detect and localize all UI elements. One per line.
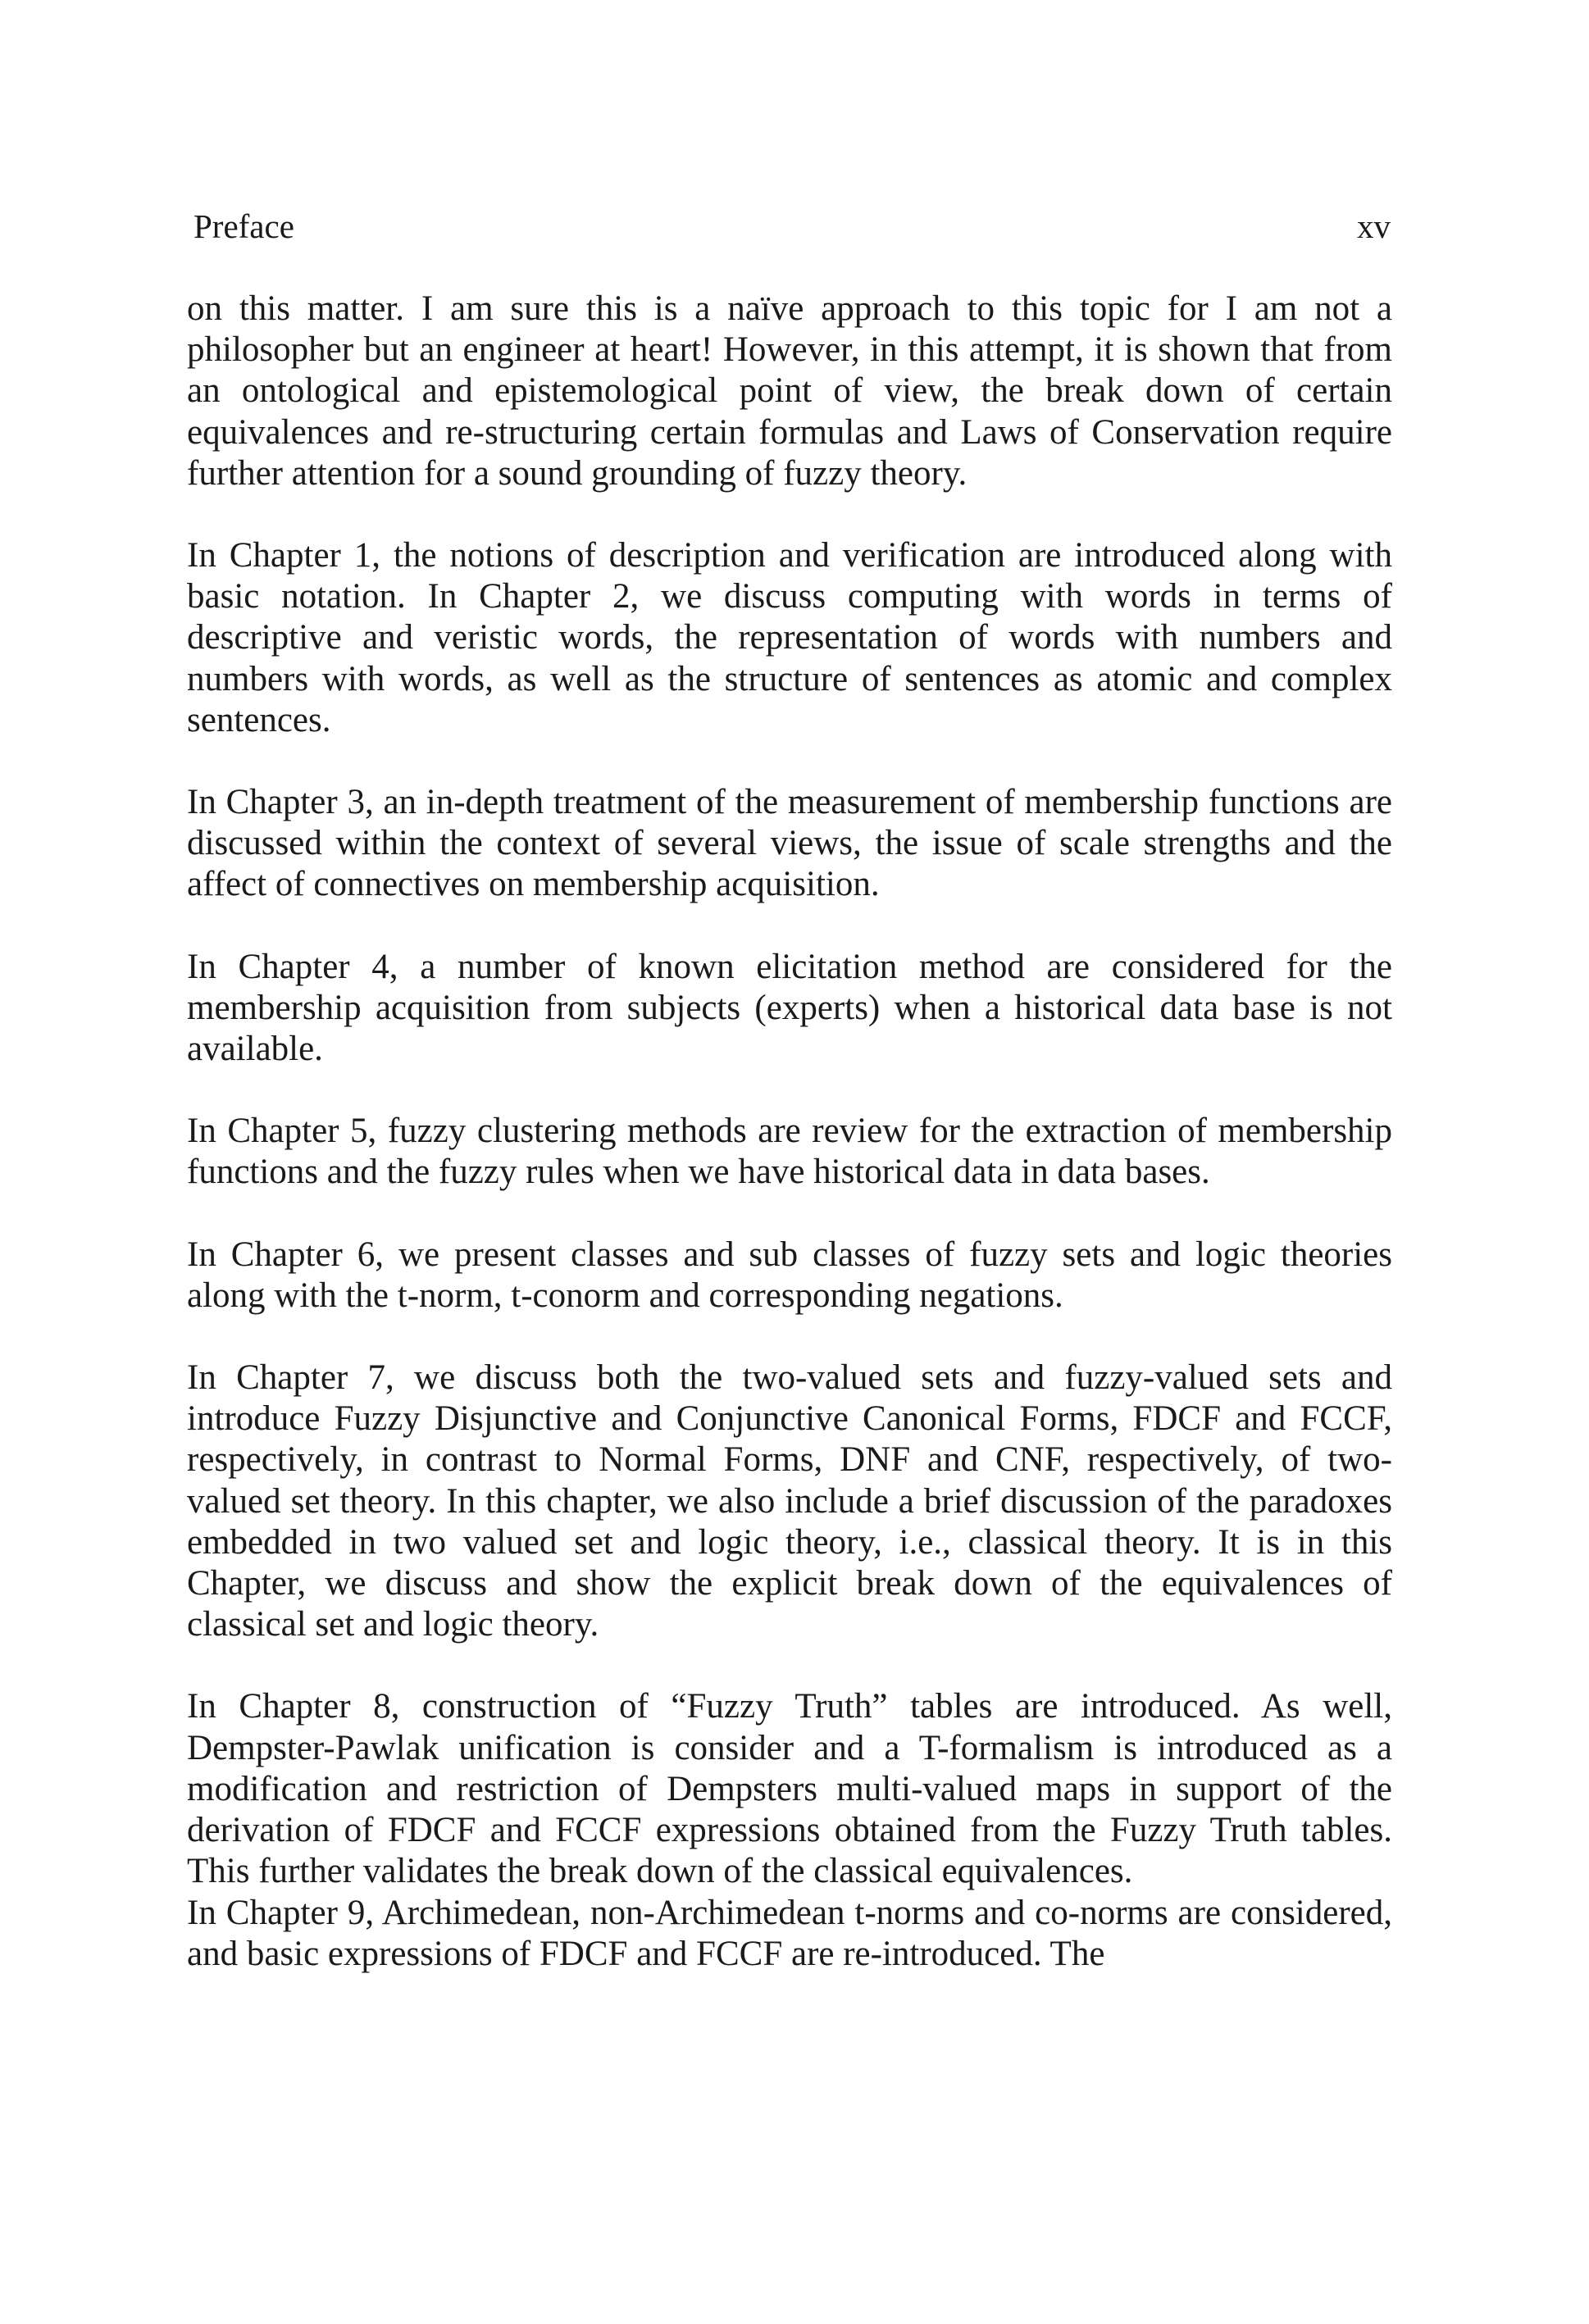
paragraph-chapter-8: In Chapter 8, construction of “Fuzzy Truth” tables are introduced. As well, Dempster-Pawlak unification is consider and a T-formalism is introduced as a modification and restriction of Dempsters multi-valued maps in support of the derivation of FDCF and FCCF expressions obtained from the Fuzzy Truth tables. This further validates the break down of the classical equivalences. bbox=[187, 1687, 1392, 1891]
paragraph-chapter-6: In Chapter 6, we present classes and sub classes of fuzzy sets and logic theories along with the t-norm, t-conorm and corresponding negations. bbox=[187, 1235, 1392, 1315]
running-header bbox=[194, 203, 1391, 249]
paragraph-chapter-9: In Chapter 9, Archimedean, non-Archimedean t-norms and co-norms are considered, and basic expressions of FDCF and FCCF are re-introduced. The bbox=[187, 1893, 1392, 1973]
paragraph-continuation: on this matter. I am sure this is a naïve approach to this topic for I am not a philosopher but an engineer at heart! However, in this attempt, it is shown that from an ontological and epistemological point of view, the break down of certain equivalences and re-structuring certain formulas and Laws of Conservation require further attention for a sound grounding of fuzzy theory. bbox=[187, 289, 1392, 493]
paragraph-chapters-1-2: In Chapter 1, the notions of description and verification are introduced along with basic notation. In Chapter 2, we discuss computing with words in terms of descriptive and veristic words, the representation of words with numbers and numbers with words, as well as the structure of sentences as atomic and complex sentences. bbox=[187, 536, 1392, 739]
body-text bbox=[187, 289, 1392, 1975]
page-number: xv bbox=[1357, 207, 1391, 245]
running-head-title: Preface bbox=[194, 207, 294, 245]
paragraph-chapter-4: In Chapter 4, a number of known elicitation method are considered for the membership acquisition from subjects (experts) when a historical data base is not available. bbox=[187, 947, 1392, 1069]
paragraph-chapter-3: In Chapter 3, an in-depth treatment of the measurement of membership functions are discussed within the context of several views, the issue of scale strengths and the affect of connectives on membership acquisition. bbox=[187, 783, 1392, 904]
paragraph-chapter-7: In Chapter 7, we discuss both the two-valued sets and fuzzy-valued sets and introduce Fuzzy Disjunctive and Conjunctive Canonical Forms, FDCF and FCCF, respectively, in contrast to Normal Forms, DNF and CNF, respectively, of two-valued set theory. In this chapter, we also include a brief discussion of the paradoxes embedded in two valued set and logic theory, i.e., classical theory. It is in this Chapter, we discuss and show the explicit break down of the equivalences of classical set and logic theory. bbox=[187, 1358, 1392, 1644]
paragraph-chapter-5: In Chapter 5, fuzzy clustering methods are review for the extraction of membership functions and the fuzzy rules when we have historical data in data bases. bbox=[187, 1112, 1392, 1192]
